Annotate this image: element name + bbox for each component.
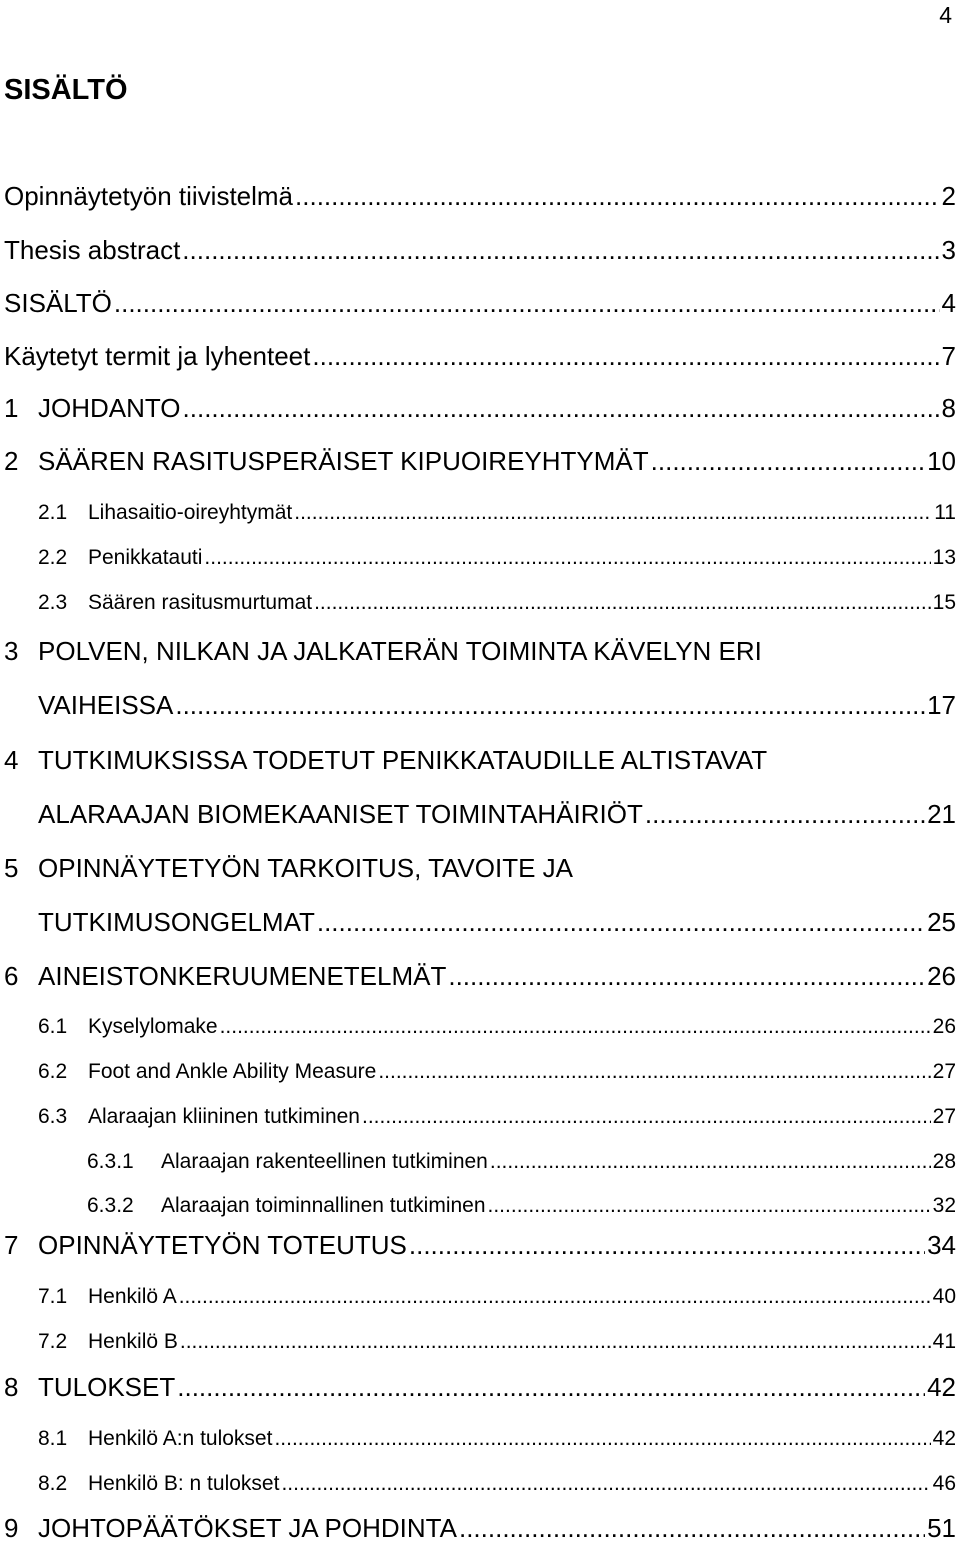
toc-entry-page: 46	[932, 1472, 956, 1495]
toc-entry[interactable]	[0, 235, 960, 266]
toc-dot-leader	[312, 341, 939, 372]
toc-entry[interactable]	[0, 745, 960, 776]
toc-entry-title: Lihasaitio-oireyhtymät	[88, 501, 293, 524]
toc-entry-number: 1	[4, 393, 19, 423]
toc-dot-leader	[317, 907, 925, 938]
toc-entry-page: 27	[932, 1105, 956, 1128]
toc-dot-leader	[651, 446, 925, 477]
toc-entry-number: 7	[4, 1230, 19, 1260]
toc-entry[interactable]	[0, 799, 960, 830]
toc-entry[interactable]	[0, 1372, 960, 1403]
toc-entry-title: OPINNÄYTETYÖN TOTEUTUS	[38, 1230, 407, 1260]
toc-entry[interactable]	[0, 1194, 960, 1218]
toc-heading: SISÄLTÖ	[4, 74, 128, 106]
toc-entry-title: Henkilö A	[88, 1285, 177, 1308]
toc-dot-leader	[378, 1060, 930, 1084]
toc-dot-leader	[448, 961, 925, 992]
toc-dot-leader	[490, 1150, 931, 1174]
toc-entry-number: 5	[4, 853, 19, 883]
toc-entry-title: Penikkatauti	[88, 546, 203, 569]
toc-entry[interactable]	[0, 181, 960, 212]
page-number: 4	[939, 2, 952, 28]
toc-dot-leader	[362, 1105, 931, 1129]
toc-entry-page: 51	[927, 1513, 956, 1543]
toc-dot-leader	[295, 181, 940, 212]
toc-entry-number: 4	[4, 745, 19, 775]
toc-entry-page: 26	[932, 1015, 956, 1038]
toc-entry-number: 6.1	[38, 1015, 68, 1038]
toc-entry[interactable]	[0, 1150, 960, 1174]
toc-entry[interactable]	[0, 393, 960, 424]
toc-dot-leader	[488, 1194, 931, 1218]
toc-entry[interactable]	[0, 446, 960, 477]
toc-entry-page: 10	[927, 446, 956, 476]
toc-entry[interactable]	[0, 1230, 960, 1261]
toc-dot-leader	[294, 501, 932, 525]
toc-entry-page: 27	[932, 1060, 956, 1083]
toc-entry-title: SISÄLTÖ	[4, 288, 112, 318]
toc-entry[interactable]	[0, 636, 960, 667]
toc-entry-title: TUTKIMUKSISSA TODETUT PENIKKATAUDILLE ALTISTAVAT	[38, 745, 768, 775]
toc-entry[interactable]	[0, 288, 960, 319]
toc-entry-number: 7.1	[38, 1285, 68, 1308]
toc-entry-page: 41	[932, 1330, 956, 1353]
toc-entry-page: 34	[927, 1230, 956, 1260]
toc-entry-number: 2	[4, 446, 19, 476]
toc-entry-page: 21	[927, 799, 956, 829]
toc-entry[interactable]	[0, 1472, 960, 1496]
toc-entry[interactable]	[0, 853, 960, 884]
toc-entry-title: Käytetyt termit ja lyhenteet	[4, 341, 311, 371]
toc-entry-page: 28	[932, 1150, 956, 1173]
toc-entry-title: Säären rasitusmurtumat	[88, 591, 313, 614]
toc-entry-page: 13	[932, 546, 956, 569]
toc-entry-title: OPINNÄYTETYÖN TARKOITUS, TAVOITE JA	[38, 853, 574, 883]
toc-entry-number: 3	[4, 636, 19, 666]
toc-entry-page: 7	[941, 341, 956, 371]
toc-entry-page: 15	[932, 591, 956, 614]
toc-entry-page: 25	[927, 907, 956, 937]
toc-entry-title: AINEISTONKERUUMENETELMÄT	[38, 961, 447, 991]
toc-entry-number: 8	[4, 1372, 19, 1402]
toc-entry-title: Henkilö B	[88, 1330, 178, 1353]
toc-entry-title: Foot and Ankle Ability Measure	[88, 1060, 377, 1083]
toc-entry-title: Alaraajan rakenteellinen tutkiminen	[161, 1150, 488, 1173]
toc-entry[interactable]	[0, 1330, 960, 1354]
toc-entry-number: 6.3	[38, 1105, 68, 1128]
toc-entry-title: Henkilö A:n tulokset	[88, 1427, 273, 1450]
toc-entry[interactable]	[0, 1060, 960, 1084]
toc-dot-leader	[274, 1427, 930, 1451]
toc-dot-leader	[180, 1330, 931, 1354]
toc-entry-page: 3	[941, 235, 956, 265]
toc-entry-title: ALARAAJAN BIOMEKAANISET TOIMINTAHÄIRIÖT	[38, 799, 643, 829]
toc-entry-page: 17	[927, 690, 956, 720]
toc-entry[interactable]	[0, 1513, 960, 1544]
toc-entry-title: VAIHEISSA	[38, 690, 174, 720]
toc-entry-number: 8.1	[38, 1427, 68, 1450]
toc-entry-page: 4	[941, 288, 956, 318]
toc-entry-page: 8	[941, 393, 956, 423]
toc-dot-leader	[177, 1372, 925, 1403]
toc-entry-number: 6.3.2	[87, 1194, 134, 1217]
toc-entry-number: 2.2	[38, 546, 68, 569]
toc-entry-title: SÄÄREN RASITUSPERÄISET KIPUOIREYHTYMÄT	[38, 446, 649, 476]
toc-entry-title: POLVEN, NILKAN JA JALKATERÄN TOIMINTA KÄVELYN ERI	[38, 636, 762, 666]
toc-entry[interactable]	[0, 1015, 960, 1039]
toc-entry-number: 6.2	[38, 1060, 68, 1083]
toc-entry-number: 6.3.1	[87, 1150, 134, 1173]
toc-entry-page: 11	[934, 501, 956, 524]
toc-dot-leader	[204, 546, 930, 570]
toc-entry-title: Thesis abstract	[4, 235, 181, 265]
toc-dot-leader	[182, 235, 939, 266]
toc-entry-page: 40	[932, 1285, 956, 1308]
toc-entry-number: 9	[4, 1513, 19, 1543]
toc-entry-title: JOHTOPÄÄTÖKSET JA POHDINTA	[38, 1513, 457, 1543]
toc-entry-number: 2.1	[38, 501, 68, 524]
toc-entry[interactable]	[0, 961, 960, 992]
toc-entry[interactable]	[0, 1427, 960, 1451]
toc-entry-number: 6	[4, 961, 19, 991]
toc-entry[interactable]	[0, 591, 960, 615]
toc-entry-page: 32	[932, 1194, 956, 1217]
toc-dot-leader	[183, 393, 940, 424]
toc-dot-leader	[409, 1230, 925, 1261]
toc-dot-leader	[114, 288, 940, 319]
toc-entry[interactable]	[0, 341, 960, 372]
toc-entry-title: JOHDANTO	[38, 393, 181, 423]
toc-entry-title: Opinnäytetyön tiivistelmä	[4, 181, 294, 211]
toc-dot-leader	[220, 1015, 931, 1039]
toc-entry[interactable]	[0, 501, 960, 525]
toc-entry-title: Kyselylomake	[88, 1015, 218, 1038]
toc-dot-leader	[175, 690, 925, 721]
toc-dot-leader	[281, 1472, 930, 1496]
toc-entry-title: TULOKSET	[38, 1372, 176, 1402]
toc-entry-page: 42	[932, 1427, 956, 1450]
toc-dot-leader	[645, 799, 925, 830]
toc-entry-title: Henkilö B: n tulokset	[88, 1472, 280, 1495]
toc-entry-page: 26	[927, 961, 956, 991]
toc-entry[interactable]	[0, 907, 960, 938]
toc-dot-leader	[314, 591, 931, 615]
toc-entry-page: 2	[941, 181, 956, 211]
toc-entry[interactable]	[0, 1105, 960, 1129]
toc-entry-title: Alaraajan kliininen tutkiminen	[88, 1105, 360, 1128]
toc-entry[interactable]	[0, 1285, 960, 1309]
toc-entry-title: Alaraajan toiminnallinen tutkiminen	[161, 1194, 486, 1217]
toc-dot-leader	[179, 1285, 931, 1309]
toc-dot-leader	[459, 1513, 925, 1544]
toc-entry-number: 2.3	[38, 591, 68, 614]
toc-entry-number: 8.2	[38, 1472, 68, 1495]
toc-entry[interactable]	[0, 690, 960, 721]
toc-entry-number: 7.2	[38, 1330, 68, 1353]
toc-entry-title: TUTKIMUSONGELMAT	[38, 907, 315, 937]
toc-entry[interactable]	[0, 546, 960, 570]
toc-entry-page: 42	[927, 1372, 956, 1402]
